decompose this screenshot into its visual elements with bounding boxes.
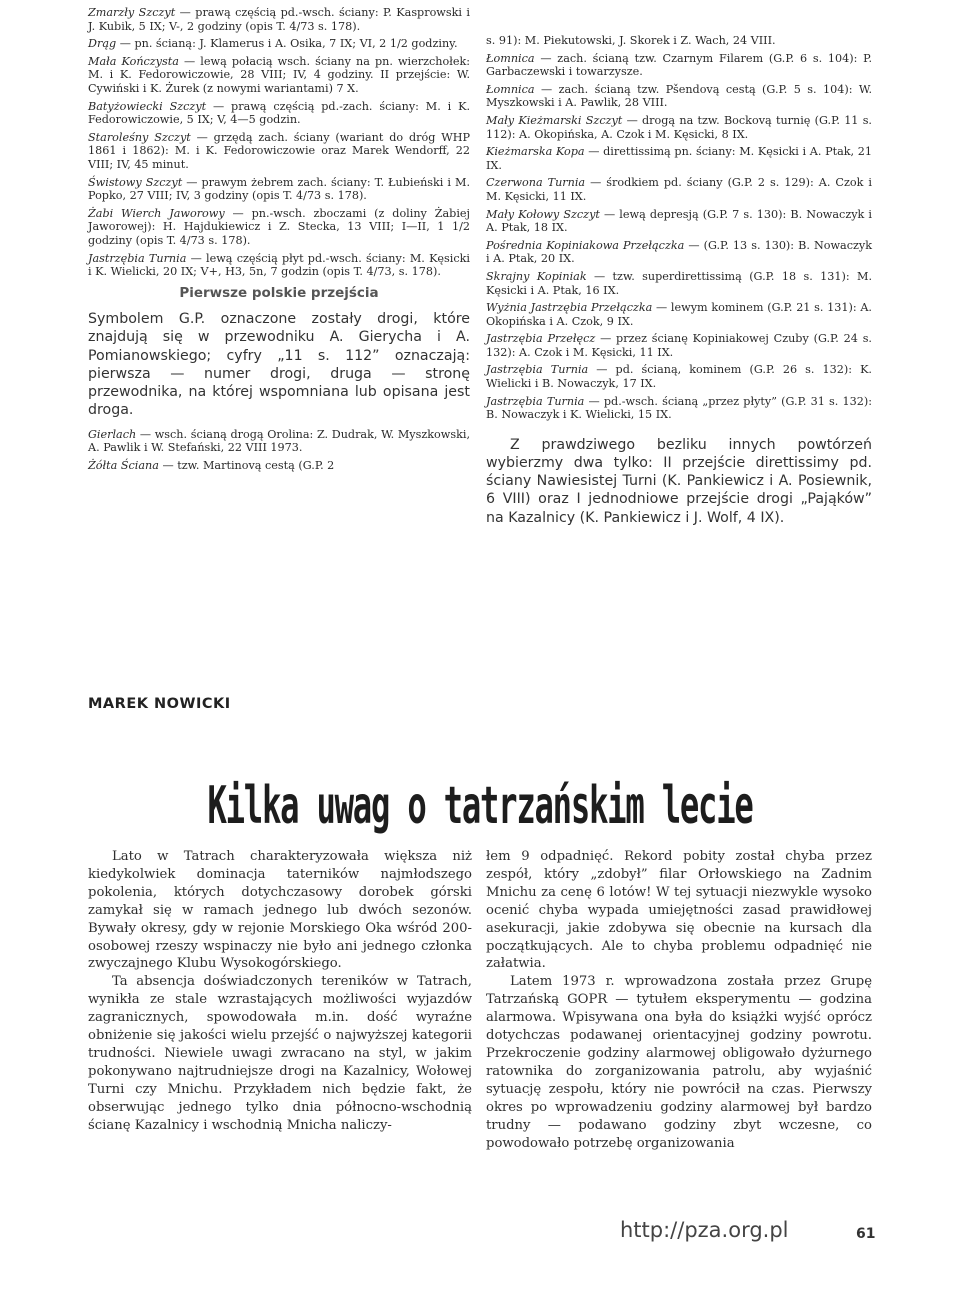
- peak-name: Zmarzły Szczyt: [88, 6, 176, 19]
- route-details: — pd.-wsch. ścianą „przez płyty” (G.P. 31 s. 132): B. Nowaczyk i K. Wielicki, 15 IX.: [486, 394, 872, 422]
- route-entry: [486, 176, 872, 203]
- article-body-left: [88, 848, 472, 1135]
- peak-name: Jastrzębia Turnia: [486, 394, 585, 408]
- route-entry: [88, 6, 470, 33]
- body-paragraph: Lato w Tatrach charakteryzowała większa niż kiedykolwiek dominacja taterników najmłodszego pokolenia, których dotychczasowy dorobek górski zamykał się w ramach jednego lub dwóch sezonów. Bywały okresy, gdy w rejonie Morskiego Oka wśród 200-osobowej rzeszy wspinaczy nie było ani jednego członka zwyczajnego Klubu Wysokogórskiego.: [88, 849, 472, 972]
- route-details: — pn. ścianą: J. Klamerus i A. Osika, 7 IX; VI, 2 1/2 godziny.: [116, 37, 458, 51]
- route-details: — grzędą zach. ściany (wariant do dróg WHP 1861 i 1862): M. i K. Fedorowiczowie oraz Marek Wendorff, 22 VIII; IV, 45 minut.: [88, 130, 470, 171]
- peak-name: Łomnica: [486, 82, 535, 96]
- route-details: — prawą częścią pd.-zach. ściany: M. i K. Fedorowiczowie, 5 IX; V, 4—5 godzin.: [88, 99, 471, 127]
- route-entry: [486, 332, 872, 359]
- route-details: — lewą depresją (G.P. 7 s. 130): B. Nowaczyk i A. Ptak, 18 IX.: [486, 207, 872, 235]
- article-author: MAREK NOWICKI: [88, 696, 231, 712]
- route-list-first-polish: [88, 428, 470, 473]
- peak-name: Łomnica: [486, 51, 535, 65]
- route-entry: [88, 252, 470, 279]
- peak-name: Jastrzębia Przełęcz: [486, 332, 596, 346]
- route-details: — prawą częścią pd.-wsch. ściany: P. Kasprowski i J. Kubik, 5 IX; V-, 2 godziny (opis T. 4/73 s. 178).: [88, 6, 470, 33]
- route-details: — lewym kominem (G.P. 21 s. 131): A. Okopińska i A. Czok, 9 IX.: [486, 301, 872, 328]
- peak-name: Batyżowiecki Szczyt: [88, 99, 207, 113]
- source-link[interactable]: http://pza.org.pl: [620, 1218, 789, 1242]
- article-title: Kilka uwag o tatrzańskim lecie: [207, 776, 753, 836]
- route-details: — tzw. superdirettissimą (G.P. 18 s. 131): M. Kęsicki i A. Ptak, 16 IX.: [486, 269, 873, 297]
- route-details: — tzw. Martinovą cestą (G.P. 2: [158, 458, 335, 472]
- section-intro: Symbolem G.P. oznaczone zostały drogi, które znajdują się w przewodniku A. Gierycha i A. Pomianowskiego; cyfry „11 s. 112” oznaczają: pierwsza — numer drogi, druga — stronę przewodnika, na której wspomniana lub opisana jest droga.: [88, 311, 470, 419]
- route-details: — wsch. ścianą drogą Orolina: Z. Dudrak, W. Myszkowski, A. Pawlik i W. Stefański, 22 VIII 1973.: [88, 427, 470, 455]
- route-entry: [486, 301, 872, 328]
- peak-name: Żółta Ściana: [88, 458, 159, 472]
- peak-name: Jastrzębia Turnia: [88, 251, 187, 265]
- body-paragraph: Latem 1973 r. wprowadzona została przez Grupę Tatrzańską GOPR — tytułem eksperymentu — godzina alarmowa. Wpisywana ona była do książki wyjść oprócz dotychczas podawanej orientacyjnej godziny powrotu. Przekroczenie godziny alarmowej obligowało dyżurnego ratownika do zorganizowania patrolu, aby wyjaśnić sytuację zespołu, który nie powrócił na czas. Pierwszy okres po wprowadzeniu godziny alarmowej był bardzo trudny — podawano godziny zbyt wczesne, co powodowało potrzebę organizowania: [486, 974, 872, 1151]
- route-entry: [88, 131, 470, 172]
- peak-name: Pośrednia Kopiniakowa Przełączka: [486, 238, 685, 252]
- route-entry: [486, 145, 872, 172]
- section-heading: Pierwsze polskie przejścia: [179, 284, 379, 301]
- route-entry: [486, 34, 872, 48]
- left-column-listing: [88, 6, 470, 476]
- route-details: — drogą na tzw. Bockovą turnię (G.P. 11 s. 112): A. Okopińska, A. Czok i M. Kęsicki, 8 IX.: [486, 113, 872, 141]
- peak-name: Staroleśny Szczyt: [88, 130, 191, 144]
- route-entry: [486, 83, 872, 110]
- route-details: — lewą połacią wsch. ściany na pn. wierzchołek: M. i K. Fedorowiczowie, 28 VIII; IV, 4 godziny. II przejście: W. Cywiński i K. Żurek (z nowymi wariantami) 7 X.: [88, 54, 471, 95]
- route-details: — środkiem pd. ściany (G.P. 2 s. 129): A. Czok i M. Kęsicki, 11 IX.: [486, 176, 872, 203]
- route-details: — (G.P. 13 s. 130): B. Nowaczyk i A. Ptak, 20 IX.: [486, 238, 872, 266]
- route-entry: [486, 114, 872, 141]
- route-entry: [486, 395, 872, 422]
- route-details: — przez ścianę Kopiniakowej Czuby (G.P. 24 s. 132): A. Czok i M. Kęsicki, 11 IX.: [486, 332, 872, 359]
- peak-name: Mały Kieżmarski Szczyt: [486, 113, 623, 127]
- route-entry: [486, 363, 872, 390]
- peak-name: Drąg: [88, 37, 117, 51]
- route-entry: [88, 459, 470, 473]
- route-details: — prawym żebrem zach. ściany: T. Łubieński i M. Popko, 27 VIII; IV, 3 godziny (opis T. 4/73 s. 178).: [88, 175, 470, 203]
- route-list-continued: [486, 34, 872, 422]
- route-entry: [88, 100, 470, 127]
- peak-name: Gierlach: [88, 427, 137, 441]
- route-details: s. 91): M. Piekutowski, J. Skorek i Z. Wach, 24 VIII.: [486, 34, 776, 47]
- peak-name: Kieżmarska Kopa: [486, 145, 585, 159]
- article-body-right: [486, 848, 872, 1152]
- body-paragraph: łem 9 odpadnięć. Rekord pobity został chyba przez zespół, który „zdobył” filar Orłowskiego na Zadnim Mnichu za cenę 6 lotów! W tej sytuacji niezwykle wysoko ocenić chyba wypada umiejętności zasad prawidłowej asekuracji, jakie zdobywa się obecnie na kursach dla początkujących. Ale to chyba problemu odpadnięć nie załatwia.: [486, 849, 872, 972]
- route-entry: [486, 239, 872, 266]
- peak-name: Żabi Wierch Jaworowy: [88, 206, 225, 220]
- route-entry: [486, 270, 872, 297]
- route-details: — lewą częścią płyt pd.-wsch. ściany: M. Kęsicki i K. Wielicki, 20 IX; V+, H3, 5n, 7 godzin (opis T. 4/73, s. 178).: [88, 251, 470, 279]
- route-details: — zach. ścianą tzw. Czarnym Filarem (G.P. 6 s. 104): P. Garbaczewski i towarzysze.: [486, 51, 872, 79]
- route-entry: [486, 52, 872, 79]
- route-details: — pd. ścianą, kominem (G.P. 26 s. 132): K. Wielicki i B. Nowaczyk, 17 IX.: [486, 363, 872, 391]
- route-details: — pn.-wsch. zboczami (z doliny Żabiej Jaworowej): H. Hajdukiewicz i Z. Stecka, 13 VIII; I—II, 1 1/2 godziny (opis T. 4/73 s. 178).: [88, 206, 470, 247]
- body-paragraph: Ta absencja doświadczonych tereników w Tatrach, wynikła ze stale wzrastających możliwości wyjazdów zagranicznych, spowodowała m.in. dość wyraźne obniżenie się jakości wielu przejść o najwyższej kategorii trudności. Niewiele uwagi zwracano na styl, w jakim pokonywano najtrudniejsze drogi na Kazalnicy, Wołowej Turni czy Mnichu. Przykładem nich będzie fakt, że obserwując jednego tylko dnia północno-wschodnią ścianę Kazalnicy i wschodnią Mnicha naliczy-: [88, 974, 472, 1133]
- peak-name: Jastrzębia Turnia: [486, 363, 589, 377]
- route-entry: [88, 37, 470, 51]
- route-list-new-routes: [88, 6, 470, 279]
- right-column-listing: [486, 34, 872, 535]
- peak-name: Skrajny Kopiniak: [486, 269, 587, 283]
- route-details: — zach. ścianą tzw. Pšendovą cestą (G.P. 5 s. 104): W. Myszkowski i A. Pawlik, 28 VIII.: [486, 82, 872, 110]
- route-entry: [88, 176, 470, 203]
- peak-name: Wyżnia Jastrzębia Przełączka: [486, 301, 653, 315]
- route-details: — direttissimą pn. ściany: M. Kęsicki i A. Ptak, 21 IX.: [486, 145, 873, 172]
- route-entry: [486, 208, 872, 235]
- peak-name: Czerwona Turnia: [486, 176, 586, 190]
- closing-paragraph: Z prawdziwego bezliku innych powtórzeń wybierzmy dwa tylko: II przejście direttissimy pd. ściany Nawiesistej Turni (K. Pankiewicz i A. Posiewnik, 6 VIII) oraz I jednodniowe przejście drogi „Pająków” na Kazalnicy (K. Pankiewicz i J. Wolf, 4 IX).: [486, 436, 872, 526]
- route-entry: [88, 207, 470, 248]
- route-entry: [88, 428, 470, 455]
- page-number: 61: [856, 1226, 876, 1242]
- peak-name: Mały Kołowy Szczyt: [486, 207, 600, 221]
- peak-name: Mała Kończysta: [88, 54, 179, 68]
- peak-name: Świstowy Szczyt: [88, 175, 183, 189]
- route-entry: [88, 55, 470, 96]
